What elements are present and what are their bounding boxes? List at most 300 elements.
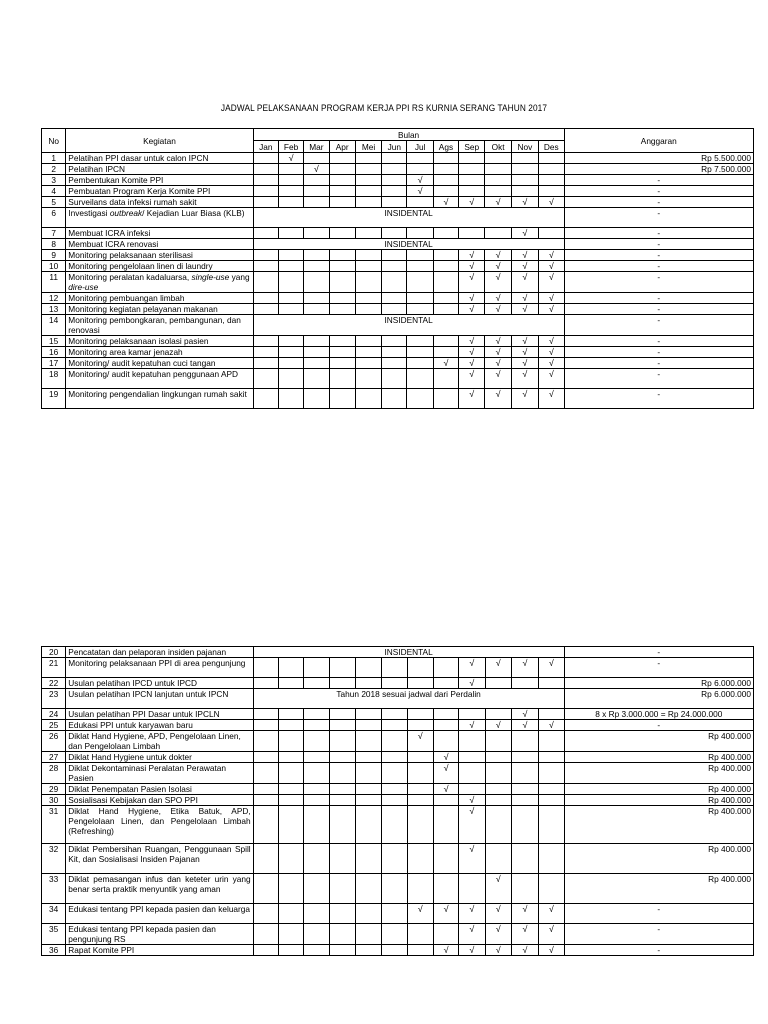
month-cell-des: [539, 347, 564, 358]
activity-name: Monitoring pengelolaan linen di laundry: [66, 261, 253, 272]
month-cell-ags: [433, 186, 458, 197]
month-cell-sep: [459, 720, 485, 731]
month-cell-sep: [459, 844, 485, 874]
month-cell-jun: [382, 904, 407, 924]
month-cell-jun: [382, 197, 407, 208]
activity-name: Membuat ICRA infeksi: [66, 228, 253, 239]
month-cell-jun: [382, 347, 407, 358]
month-cell-jan: [253, 389, 278, 409]
month-cell-mei: [355, 874, 381, 904]
month-cell-okt: [485, 784, 511, 795]
month-cell-des: [539, 186, 564, 197]
check-mark: √: [522, 304, 528, 314]
row-number: 29: [42, 784, 66, 795]
month-cell-feb: [278, 709, 303, 720]
month-cell-nov: [511, 389, 538, 409]
check-mark: √: [469, 720, 475, 730]
month-cell-apr: [329, 784, 355, 795]
month-cell-apr: [329, 678, 355, 689]
month-cell-nov: [511, 795, 538, 806]
month-cell-mei: [355, 347, 381, 358]
month-cell-nov: [511, 904, 538, 924]
month-cell-jul: [407, 228, 433, 239]
month-cell-sep: [459, 795, 485, 806]
header-activity: Kegiatan: [66, 129, 253, 153]
month-cell-jul: [407, 358, 433, 369]
month-cell-mei: [355, 720, 381, 731]
month-cell-des: [539, 336, 564, 347]
row-number: 34: [42, 904, 66, 924]
month-cell-mar: [304, 904, 329, 924]
budget-value: -: [564, 228, 753, 239]
table-row: [42, 844, 754, 874]
check-mark: √: [522, 945, 528, 955]
month-cell-feb: [278, 186, 303, 197]
month-cell-mei: [355, 731, 381, 752]
check-mark: √: [548, 924, 554, 934]
month-cell-nov: [511, 186, 538, 197]
month-cell-okt: [485, 228, 511, 239]
row-number: 36: [42, 945, 66, 956]
check-mark: √: [469, 795, 475, 805]
month-cell-ags: [433, 272, 458, 293]
month-cell-apr: [329, 904, 355, 924]
month-cell-jun: [382, 806, 407, 844]
month-cell-jul: [407, 763, 433, 784]
check-mark: √: [495, 945, 501, 955]
month-cell-okt: [485, 678, 511, 689]
month-cell-jan: [253, 795, 278, 806]
check-mark: √: [495, 336, 501, 346]
month-cell-sep: [459, 261, 485, 272]
month-cell-sep: [459, 874, 485, 904]
budget-value: -: [564, 945, 753, 956]
check-mark: √: [522, 358, 528, 368]
row-number: 28: [42, 763, 66, 784]
month-cell-apr: [329, 358, 355, 369]
check-mark: √: [548, 389, 554, 399]
activity-name: Diklat Pembersihan Ruangan, Penggunaan Spill Kit, dan Sosialisasi Insiden Pajanan: [66, 844, 253, 874]
row-number: 14: [42, 315, 66, 336]
check-mark: √: [443, 945, 449, 955]
document-title: JADWAL PELAKSANAAN PROGRAM KERJA PPI RS KURNIA SERANG TAHUN 2017: [220, 103, 548, 113]
check-mark: √: [469, 369, 475, 379]
month-cell-mar: [304, 336, 329, 347]
month-cell-jul: [407, 153, 433, 164]
month-cell-feb: [278, 731, 303, 752]
check-mark: √: [548, 347, 554, 357]
month-cell-okt: [485, 186, 511, 197]
check-mark: √: [548, 261, 554, 271]
month-cell-apr: [329, 153, 355, 164]
row-number: 4: [42, 186, 66, 197]
activity-name: Pelatihan IPCN: [66, 164, 253, 175]
month-cell-jan: [253, 272, 278, 293]
month-cell-des: [539, 752, 564, 763]
month-cell-mar: [304, 678, 329, 689]
budget-value: Rp 400.000: [564, 784, 753, 795]
row-number: 10: [42, 261, 66, 272]
month-cell-jul: [407, 369, 433, 389]
check-mark: √: [469, 806, 475, 816]
month-cell-feb: [278, 389, 303, 409]
month-cell-jul: [407, 186, 433, 197]
month-cell-jan: [253, 784, 278, 795]
check-mark: √: [548, 197, 554, 207]
row-number: 17: [42, 358, 66, 369]
table-row: [42, 924, 754, 945]
budget-value: -: [564, 369, 753, 389]
month-cell-feb: [278, 164, 303, 175]
month-cell-jan: [253, 186, 278, 197]
check-mark: √: [495, 389, 501, 399]
month-cell-jan: [253, 228, 278, 239]
header-month: Okt: [485, 141, 511, 153]
table-row: [42, 720, 754, 731]
header-month: Mei: [355, 141, 381, 153]
month-cell-apr: [329, 250, 355, 261]
check-mark: √: [522, 720, 528, 730]
month-cell-apr: [329, 731, 355, 752]
month-cell-jan: [253, 720, 278, 731]
month-cell-okt: [485, 347, 511, 358]
month-cell-mei: [355, 844, 381, 874]
month-cell-nov: [511, 784, 538, 795]
month-cell-apr: [329, 874, 355, 904]
budget-value: 8 x Rp 3.000.000 = Rp 24.000.000: [564, 709, 753, 720]
month-cell-apr: [329, 186, 355, 197]
month-cell-mar: [304, 186, 329, 197]
check-mark: √: [495, 293, 501, 303]
month-cell-mar: [304, 347, 329, 358]
check-mark: √: [443, 904, 449, 914]
budget-value: -: [564, 647, 753, 658]
month-cell-ags: [433, 658, 458, 678]
month-cell-sep: [459, 806, 485, 844]
month-cell-apr: [329, 369, 355, 389]
month-cell-des: [539, 358, 564, 369]
budget-value: -: [564, 347, 753, 358]
month-cell-nov: [511, 347, 538, 358]
check-mark: √: [548, 358, 554, 368]
check-mark: √: [522, 709, 528, 719]
month-cell-sep: [459, 186, 485, 197]
row-number: 23: [42, 689, 66, 709]
month-cell-nov: [511, 658, 538, 678]
month-cell-mar: [304, 658, 329, 678]
month-cell-ags: [433, 153, 458, 164]
month-cell-apr: [329, 261, 355, 272]
month-cell-sep: [459, 164, 485, 175]
month-cell-ags: [433, 261, 458, 272]
schedule-note: INSIDENTAL: [253, 315, 564, 336]
month-cell-mar: [304, 763, 329, 784]
month-cell-okt: [485, 874, 511, 904]
month-cell-ags: [433, 784, 458, 795]
month-cell-apr: [329, 175, 355, 186]
month-cell-jun: [382, 304, 407, 315]
budget-value: -: [564, 658, 753, 678]
month-cell-ags: [433, 844, 458, 874]
activity-name: Monitoring pembongkaran, pembangunan, dan renovasi: [66, 315, 253, 336]
month-cell-mar: [304, 175, 329, 186]
activity-name: Pembuatan Program Kerja Komite PPI: [66, 186, 253, 197]
check-mark: √: [469, 924, 475, 934]
month-cell-des: [539, 709, 564, 720]
month-cell-des: [539, 153, 564, 164]
budget-value: Rp 400.000: [564, 731, 753, 752]
month-cell-jan: [253, 261, 278, 272]
check-mark: √: [469, 347, 475, 357]
month-cell-ags: [433, 678, 458, 689]
month-cell-jul: [407, 731, 433, 752]
month-cell-ags: [433, 175, 458, 186]
month-cell-jul: [407, 304, 433, 315]
month-cell-jun: [382, 784, 407, 795]
month-cell-ags: [433, 924, 458, 945]
month-cell-feb: [278, 197, 303, 208]
check-mark: √: [417, 904, 423, 914]
table-row: [42, 358, 754, 369]
month-cell-feb: [278, 806, 303, 844]
check-mark: √: [443, 763, 449, 773]
month-cell-jan: [253, 197, 278, 208]
month-cell-jul: [407, 874, 433, 904]
row-number: 15: [42, 336, 66, 347]
month-cell-jul: [407, 945, 433, 956]
check-mark: √: [548, 336, 554, 346]
month-cell-nov: [511, 293, 538, 304]
month-cell-sep: [459, 904, 485, 924]
month-cell-jul: [407, 709, 433, 720]
month-cell-des: [539, 720, 564, 731]
month-cell-ags: [433, 164, 458, 175]
row-number: 6: [42, 208, 66, 228]
check-mark: √: [469, 261, 475, 271]
month-cell-ags: [433, 389, 458, 409]
month-cell-ags: [433, 720, 458, 731]
month-cell-sep: [459, 658, 485, 678]
table-row: [42, 874, 754, 904]
check-mark: √: [469, 904, 475, 914]
month-cell-ags: [433, 795, 458, 806]
month-cell-des: [539, 261, 564, 272]
check-mark: √: [417, 186, 423, 196]
month-cell-jun: [382, 874, 407, 904]
activity-name: Monitoring pelaksanaan PPI di area pengunjung: [66, 658, 253, 678]
month-cell-des: [539, 924, 564, 945]
month-cell-apr: [329, 197, 355, 208]
month-cell-jan: [253, 658, 278, 678]
month-cell-mei: [355, 228, 381, 239]
header-month: Sep: [459, 141, 485, 153]
check-mark: √: [548, 369, 554, 379]
month-cell-okt: [485, 164, 511, 175]
table-row: [42, 153, 754, 164]
month-cell-mar: [304, 389, 329, 409]
month-cell-jun: [382, 795, 407, 806]
month-cell-okt: [485, 763, 511, 784]
month-cell-feb: [278, 358, 303, 369]
schedule-note: INSIDENTAL: [253, 239, 564, 250]
budget-value: -: [564, 250, 753, 261]
month-cell-mei: [355, 186, 381, 197]
month-cell-jun: [382, 709, 407, 720]
month-cell-nov: [511, 153, 538, 164]
table-row: [42, 904, 754, 924]
activity-name: Membuat ICRA renovasi: [66, 239, 253, 250]
month-cell-mar: [304, 304, 329, 315]
row-number: 20: [42, 647, 66, 658]
check-mark: √: [548, 304, 554, 314]
row-number: 13: [42, 304, 66, 315]
check-mark: √: [495, 304, 501, 314]
month-cell-sep: [459, 228, 485, 239]
month-cell-sep: [459, 293, 485, 304]
month-cell-mei: [355, 336, 381, 347]
header-month: Mar: [304, 141, 329, 153]
month-cell-mar: [304, 358, 329, 369]
month-cell-ags: [433, 731, 458, 752]
month-cell-mar: [304, 261, 329, 272]
activity-name: Pelatihan PPI dasar untuk calon IPCN: [66, 153, 253, 164]
month-cell-jun: [382, 731, 407, 752]
month-cell-des: [539, 175, 564, 186]
check-mark: √: [495, 197, 501, 207]
month-cell-apr: [329, 763, 355, 784]
month-cell-jul: [407, 336, 433, 347]
table-row: [42, 293, 754, 304]
month-cell-mei: [355, 261, 381, 272]
check-mark: √: [417, 175, 423, 185]
month-cell-sep: [459, 924, 485, 945]
month-cell-okt: [485, 336, 511, 347]
month-cell-okt: [485, 924, 511, 945]
check-mark: √: [443, 752, 449, 762]
month-cell-jun: [382, 336, 407, 347]
activity-name: Diklat pemasangan infus dan keteter urin yang benar serta praktik menyuntik yang aman: [66, 874, 253, 904]
check-mark: √: [495, 904, 501, 914]
header-month: Jun: [382, 141, 407, 153]
month-cell-mei: [355, 272, 381, 293]
check-mark: √: [522, 261, 528, 271]
month-cell-des: [539, 763, 564, 784]
month-cell-nov: [511, 272, 538, 293]
budget-value: Rp 400.000: [564, 752, 753, 763]
month-cell-ags: [433, 752, 458, 763]
month-cell-mei: [355, 293, 381, 304]
month-cell-jun: [382, 658, 407, 678]
check-mark: √: [522, 228, 528, 238]
row-number: 27: [42, 752, 66, 763]
row-number: 9: [42, 250, 66, 261]
month-cell-jan: [253, 678, 278, 689]
table-row: [42, 795, 754, 806]
month-cell-apr: [329, 945, 355, 956]
activity-name: Sosialisasi Kebijakan dan SPO PPI: [66, 795, 253, 806]
month-cell-jun: [382, 763, 407, 784]
month-cell-ags: [433, 228, 458, 239]
table-row: [42, 336, 754, 347]
month-cell-jun: [382, 369, 407, 389]
check-mark: √: [495, 658, 501, 668]
table-row: [42, 272, 754, 293]
row-number: 2: [42, 164, 66, 175]
month-cell-jan: [253, 924, 278, 945]
month-cell-des: [539, 197, 564, 208]
month-cell-des: [539, 678, 564, 689]
month-cell-jun: [382, 228, 407, 239]
month-cell-apr: [329, 709, 355, 720]
month-cell-nov: [511, 197, 538, 208]
check-mark: √: [417, 731, 423, 741]
month-cell-apr: [329, 272, 355, 293]
schedule-note: INSIDENTAL: [253, 208, 564, 228]
month-cell-okt: [485, 795, 511, 806]
month-cell-des: [539, 164, 564, 175]
month-cell-des: [539, 293, 564, 304]
month-cell-sep: [459, 731, 485, 752]
month-cell-mei: [355, 153, 381, 164]
check-mark: √: [469, 358, 475, 368]
month-cell-okt: [485, 709, 511, 720]
month-cell-jul: [407, 658, 433, 678]
month-cell-nov: [511, 164, 538, 175]
month-cell-nov: [511, 261, 538, 272]
month-cell-feb: [278, 175, 303, 186]
check-mark: √: [522, 369, 528, 379]
row-number: 12: [42, 293, 66, 304]
header-month: Des: [539, 141, 564, 153]
month-cell-jan: [253, 358, 278, 369]
month-cell-ags: [433, 763, 458, 784]
month-cell-feb: [278, 784, 303, 795]
month-cell-nov: [511, 678, 538, 689]
month-cell-jul: [407, 164, 433, 175]
month-cell-jan: [253, 293, 278, 304]
month-cell-apr: [329, 336, 355, 347]
month-cell-nov: [511, 175, 538, 186]
header-budget: Anggaran: [564, 129, 753, 153]
check-mark: √: [548, 904, 554, 914]
check-mark: √: [548, 658, 554, 668]
month-cell-jul: [407, 806, 433, 844]
month-cell-apr: [329, 844, 355, 874]
month-cell-sep: [459, 784, 485, 795]
month-cell-feb: [278, 369, 303, 389]
month-cell-ags: [433, 369, 458, 389]
table-row: [42, 347, 754, 358]
check-mark: √: [522, 293, 528, 303]
budget-value: Rp 400.000: [564, 874, 753, 904]
month-cell-feb: [278, 763, 303, 784]
budget-value: -: [564, 272, 753, 293]
month-cell-mei: [355, 904, 381, 924]
check-mark: √: [495, 250, 501, 260]
row-number: 19: [42, 389, 66, 409]
activity-name: Diklat Hand Hygiene untuk dokter: [66, 752, 253, 763]
month-cell-nov: [511, 806, 538, 844]
month-cell-okt: [485, 304, 511, 315]
check-mark: √: [469, 250, 475, 260]
month-cell-mar: [304, 806, 329, 844]
month-cell-ags: [433, 806, 458, 844]
month-cell-feb: [278, 153, 303, 164]
month-cell-mei: [355, 164, 381, 175]
month-cell-okt: [485, 153, 511, 164]
month-cell-mar: [304, 164, 329, 175]
month-cell-sep: [459, 304, 485, 315]
